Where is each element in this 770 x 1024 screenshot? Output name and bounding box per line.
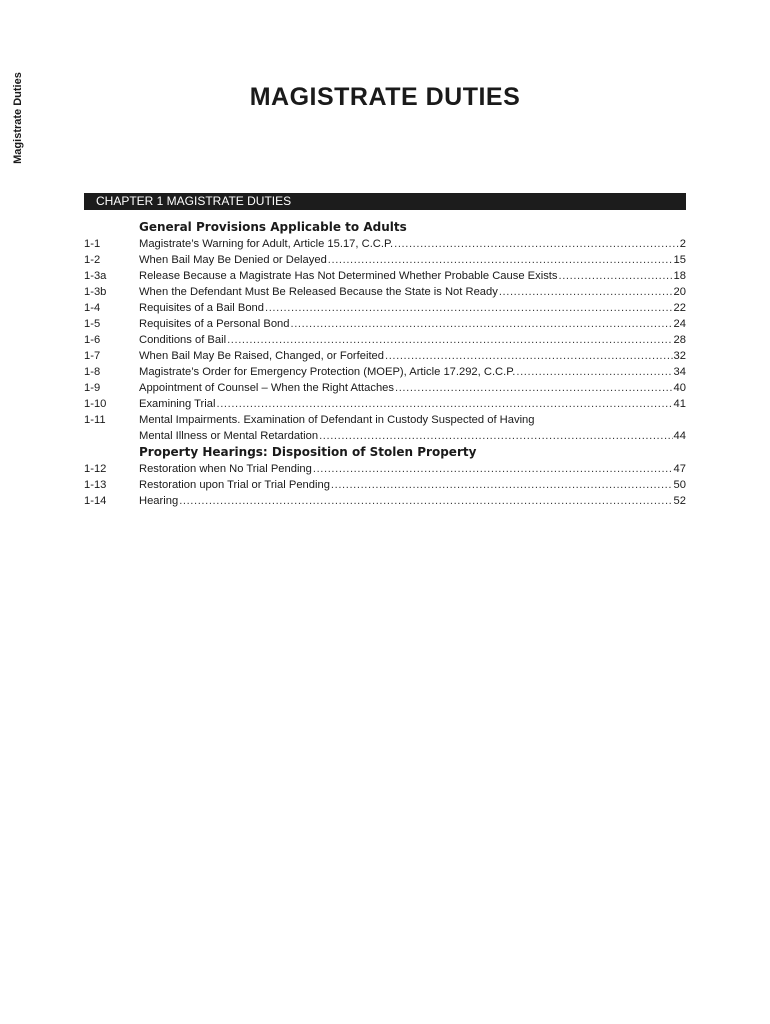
toc-entry[interactable] [84,332,686,348]
entry-title: Requisites of a Bail Bond [139,302,265,314]
entry-page-number: 32 [673,350,686,362]
toc-entry[interactable] [84,412,686,428]
entry-number: 1-13 [84,479,107,491]
entry-title: When the Defendant Must Be Released Because the State is Not Ready [139,286,498,298]
entry-page-number: 22 [673,302,686,314]
side-running-label: Magistrate Duties [12,72,24,164]
toc-entry-continuation[interactable] [84,428,686,444]
entry-number: 1-9 [84,382,101,394]
entry-page-number: 41 [673,398,686,410]
entry-title: Examining Trial [139,398,216,410]
entry-number: 1-14 [84,495,107,507]
toc-entry[interactable] [84,493,686,509]
entry-title: Hearing [139,495,179,507]
entry-page-number: 2 [679,238,686,250]
dot-leader [291,316,673,332]
dot-leader [179,493,672,509]
entry-title: When Bail May Be Denied or Delayed [139,254,327,266]
dot-leader [516,364,672,380]
chapter-header-bar: CHAPTER 1 MAGISTRATE DUTIES [84,193,686,210]
toc-entry[interactable] [84,461,686,477]
entry-page-number: 47 [673,463,686,475]
toc-entry[interactable] [84,236,686,252]
entry-number: 1-2 [84,254,101,266]
dot-leader [394,236,679,252]
entry-title: Magistrate’s Warning for Adult, Article 15.17, C.C.P. [139,238,394,250]
toc-entry[interactable] [84,284,686,300]
entry-page-number: 24 [673,318,686,330]
entry-number: 1-1 [84,238,101,250]
toc-entry[interactable] [84,252,686,268]
entry-title: Restoration when No Trial Pending [139,463,312,475]
entry-page-number: 28 [673,334,686,346]
dot-leader [216,396,672,412]
dot-leader [385,348,673,364]
entry-page-number: 20 [673,286,686,298]
toc-entry[interactable] [84,364,686,380]
entry-page-number: 50 [673,479,686,491]
section-heading-property-hearings: Property Hearings: Disposition of Stolen Property [139,445,477,459]
dot-leader [313,461,673,477]
toc-entry[interactable] [84,396,686,412]
toc-entry[interactable] [84,348,686,364]
dot-leader [331,477,673,493]
toc-entry[interactable] [84,380,686,396]
entry-number: 1-11 [84,414,106,426]
entry-title: Requisites of a Personal Bond [139,318,290,330]
dot-leader [319,428,672,444]
entry-page-number: 34 [673,366,686,378]
page-title: MAGISTRATE DUTIES [249,83,521,111]
entry-page-number: 44 [673,430,686,442]
dot-leader [265,300,673,316]
section-heading-general-provisions: General Provisions Applicable to Adults [139,220,407,234]
entry-page-number: 40 [673,382,686,394]
entry-title: Mental Impairments. Examination of Defendant in Custody Suspected of Having [139,414,535,426]
entry-page-number: 18 [673,270,686,282]
entry-title: Magistrate’s Order for Emergency Protection (MOEP), Article 17.292, C.C.P. [139,366,516,378]
entry-number: 1-4 [84,302,101,314]
dot-leader [328,252,673,268]
dot-leader [559,268,673,284]
toc-entry[interactable] [84,268,686,284]
entry-number: 1-10 [84,398,107,410]
entry-number: 1-3b [84,286,107,298]
entry-number: 1-6 [84,334,101,346]
toc-entry[interactable] [84,316,686,332]
entry-page-number: 52 [673,495,686,507]
entry-number: 1-8 [84,366,101,378]
entry-number: 1-5 [84,318,101,330]
entry-number: 1-12 [84,463,107,475]
entry-title: Restoration upon Trial or Trial Pending [139,479,330,491]
dot-leader [499,284,673,300]
dot-leader [227,332,672,348]
toc-entry[interactable] [84,477,686,493]
entry-number: 1-3a [84,270,107,282]
table-of-contents [84,219,686,509]
entry-title: Release Because a Magistrate Has Not Determined Whether Probable Cause Exists [139,270,558,282]
dot-leader [395,380,673,396]
toc-entry[interactable] [84,300,686,316]
entry-title: When Bail May Be Raised, Changed, or Forfeited [139,350,385,362]
entry-title-continuation: Mental Illness or Mental Retardation [139,430,319,442]
entry-title: Appointment of Counsel – When the Right Attaches [139,382,394,394]
entry-title: Conditions of Bail [139,334,227,346]
entry-number: 1-7 [84,350,101,362]
entry-page-number: 15 [673,254,686,266]
